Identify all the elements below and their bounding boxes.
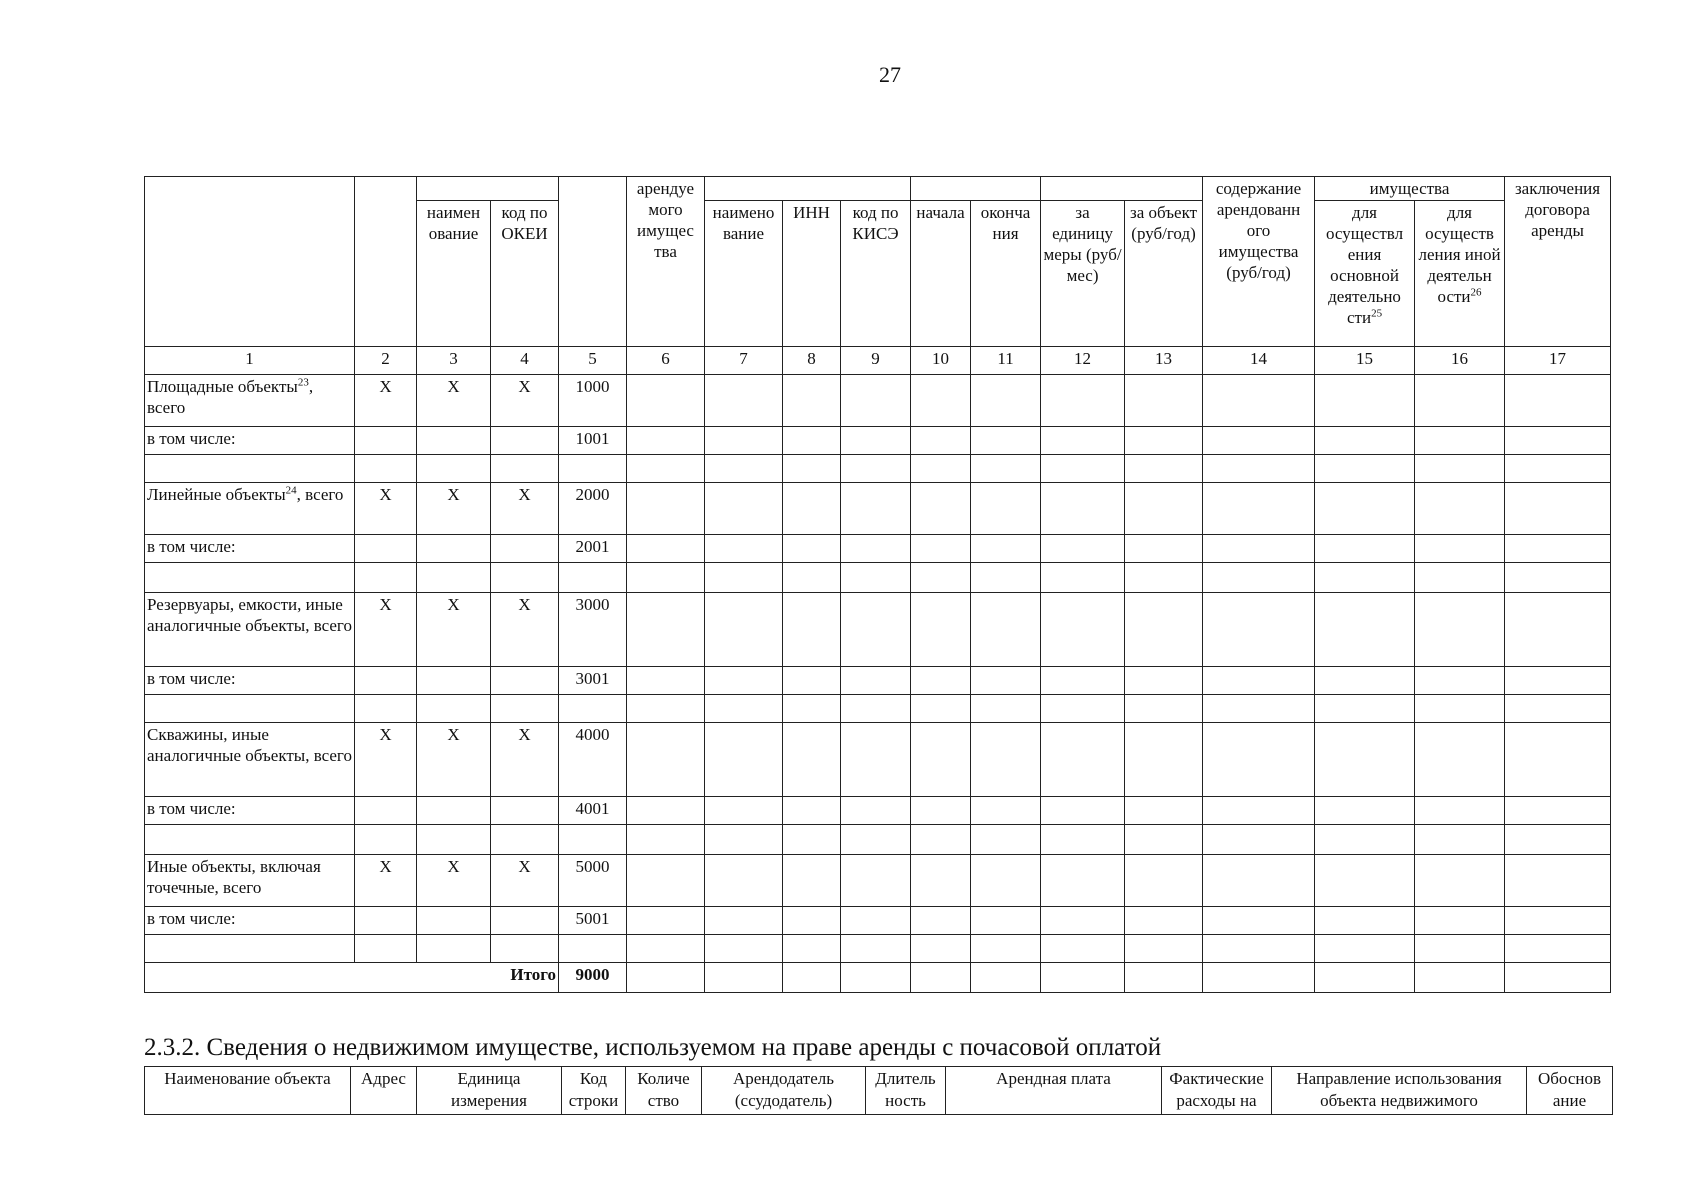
cross-mark xyxy=(491,667,559,695)
cross-mark xyxy=(491,907,559,935)
cross-mark: X xyxy=(355,855,417,907)
row-label: в том числе: xyxy=(145,427,355,455)
total-label: Итого xyxy=(145,963,559,993)
cross-mark: X xyxy=(417,483,491,535)
category-row xyxy=(145,855,1611,907)
cross-mark: X xyxy=(417,375,491,427)
cross-mark: X xyxy=(491,855,559,907)
breakdown-row xyxy=(145,535,1611,563)
header-col-6: арендуе мого имущес тва xyxy=(627,177,705,347)
footnote-26: 26 xyxy=(1470,286,1482,299)
blank-row xyxy=(145,563,1611,593)
sub-header-row xyxy=(145,1067,1613,1115)
sub-header-actual-expenses: Фактические расходы на xyxy=(1162,1067,1272,1115)
section-heading: 2.3.2. Сведения о недвижимом имуществе, используемом на праве аренды с почасовой оплатой xyxy=(144,1034,1162,1061)
header-col-16: для осуществ ления иной деятельн ости$^{26}$ xyxy=(1415,201,1505,347)
row-code: 2000 xyxy=(559,483,627,535)
row-code: 5001 xyxy=(559,907,627,935)
row-label: Площадные объекты$^{23}$, всего xyxy=(145,375,355,427)
sub-header-name: Наименование объекта xyxy=(145,1067,351,1115)
column-number-row: 1 2 3 4 5 6 7 8 9 10 11 12 13 14 15 16 17 xyxy=(145,347,1611,375)
sub-header-unit: Единица измерения xyxy=(417,1067,562,1115)
cross-mark: X xyxy=(491,593,559,667)
header-col-17: заключения договора аренды xyxy=(1505,177,1611,347)
sub-header-quantity: Количе ство xyxy=(626,1067,702,1115)
header-col-15: для осуществл ения основной деятельно сти$^{25}$ xyxy=(1315,201,1415,347)
header-col-4: код по ОКЕИ xyxy=(491,201,559,347)
category-row xyxy=(145,723,1611,797)
total-code: 9000 xyxy=(559,963,627,993)
cross-mark xyxy=(491,427,559,455)
header-col-11: оконча ния xyxy=(971,201,1041,347)
cross-mark xyxy=(417,667,491,695)
category-row xyxy=(145,593,1611,667)
header-row-top xyxy=(145,177,1611,201)
row-label: в том числе: xyxy=(145,667,355,695)
header-col-14: содержание арендованн ого имущества (руб/год) xyxy=(1203,177,1315,347)
breakdown-row xyxy=(145,907,1611,935)
page-number: 27 xyxy=(879,62,901,87)
cross-mark xyxy=(491,535,559,563)
cross-mark: X xyxy=(417,723,491,797)
cross-mark xyxy=(417,427,491,455)
sub-header-lessor: Арендодатель (ссудодатель) xyxy=(702,1067,866,1115)
cross-mark xyxy=(355,427,417,455)
header-col-10: начала xyxy=(911,201,971,347)
cross-mark xyxy=(355,907,417,935)
sub-header-rent: Арендная плата xyxy=(946,1067,1162,1115)
cross-mark xyxy=(355,535,417,563)
sub-header-address: Адрес xyxy=(351,1067,417,1115)
cross-mark: X xyxy=(355,593,417,667)
header-col-12: за единицу меры (руб/мес) xyxy=(1041,201,1125,347)
blank-row xyxy=(145,455,1611,483)
row-code: 3001 xyxy=(559,667,627,695)
breakdown-row xyxy=(145,797,1611,825)
cross-mark: X xyxy=(491,375,559,427)
row-code: 1001 xyxy=(559,427,627,455)
table-body xyxy=(145,375,1611,963)
header-group-property: имущества xyxy=(1315,177,1505,201)
row-code: 3000 xyxy=(559,593,627,667)
blank-row xyxy=(145,695,1611,723)
sub-header-code: Код строки xyxy=(562,1067,626,1115)
cross-mark xyxy=(491,797,559,825)
cross-mark xyxy=(417,535,491,563)
header-col-3: наимен ование xyxy=(417,201,491,347)
breakdown-row xyxy=(145,667,1611,695)
breakdown-row xyxy=(145,427,1611,455)
cross-mark xyxy=(355,797,417,825)
lease-table xyxy=(144,176,1611,993)
sub-header-usage-direction: Направление использования объекта недвижимого xyxy=(1272,1067,1527,1115)
header-col-9: код по КИСЭ xyxy=(841,201,911,347)
cross-mark: X xyxy=(491,723,559,797)
cross-mark: X xyxy=(355,483,417,535)
cross-mark: X xyxy=(417,593,491,667)
cross-mark: X xyxy=(491,483,559,535)
row-label: в том числе: xyxy=(145,797,355,825)
blank-row xyxy=(145,825,1611,855)
row-code: 2001 xyxy=(559,535,627,563)
header-col-13: за объект (руб/год) xyxy=(1125,201,1203,347)
header-col-7: наимено вание xyxy=(705,201,783,347)
footnote-ref: 24 xyxy=(285,484,297,497)
cross-mark: X xyxy=(355,723,417,797)
row-code: 4000 xyxy=(559,723,627,797)
row-label: Резервуары, емкости, иные аналогичные объекты, всего xyxy=(145,593,355,667)
cross-mark xyxy=(417,907,491,935)
row-code: 4001 xyxy=(559,797,627,825)
footnote-25: 25 xyxy=(1371,307,1383,320)
blank-row xyxy=(145,935,1611,963)
total-row xyxy=(145,963,1611,993)
row-label: Иные объекты, включая точечные, всего xyxy=(145,855,355,907)
row-label: в том числе: xyxy=(145,535,355,563)
row-code: 1000 xyxy=(559,375,627,427)
row-label: в том числе: xyxy=(145,907,355,935)
sub-header-justification: Обоснов ание xyxy=(1527,1067,1613,1115)
cross-mark: X xyxy=(355,375,417,427)
sub-header-duration: Длитель ность xyxy=(866,1067,946,1115)
row-label: Скважины, иные аналогичные объекты, всего xyxy=(145,723,355,797)
cross-mark: X xyxy=(417,855,491,907)
cross-mark xyxy=(355,667,417,695)
category-row xyxy=(145,483,1611,535)
category-row xyxy=(145,375,1611,427)
row-code: 5000 xyxy=(559,855,627,907)
hourly-lease-table xyxy=(144,1066,1613,1115)
row-label: Линейные объекты$^{24}$, всего xyxy=(145,483,355,535)
footnote-ref: 23 xyxy=(297,376,309,389)
header-col-8: ИНН xyxy=(783,201,841,347)
cross-mark xyxy=(417,797,491,825)
